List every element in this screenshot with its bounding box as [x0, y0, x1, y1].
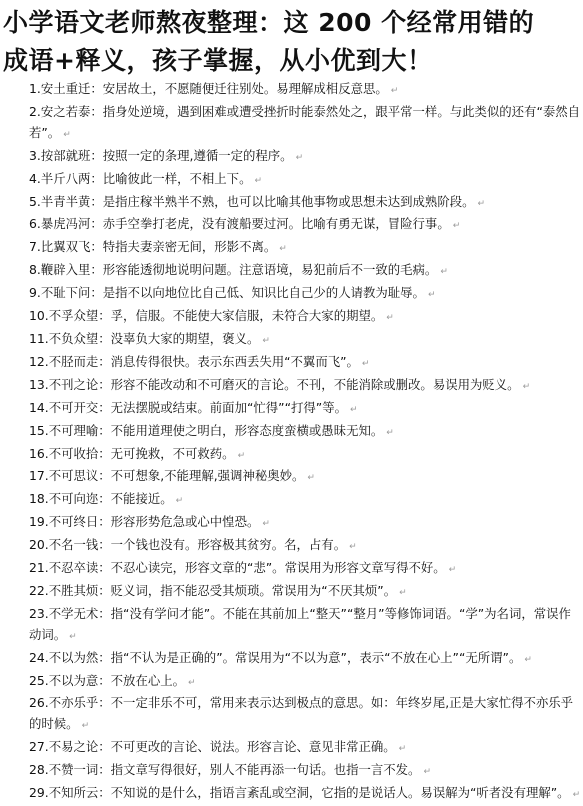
return-mark-icon: ↵	[399, 587, 407, 598]
idiom-text: 24.不以为然：指“不认为是正确的”。常误用为“不以为意”，表示“不放在心上”“无所谓”。	[29, 649, 522, 665]
return-mark-icon: ↵	[390, 86, 399, 96]
idiom-entry	[29, 489, 581, 512]
return-mark-icon: ↵	[398, 744, 407, 755]
idiom-text: 27.不易之论：不可更改的言论、说法。形容言论、意见非常正确。	[29, 739, 396, 755]
return-mark-icon: ↵	[63, 129, 71, 140]
return-mark-icon: ↵	[349, 542, 357, 553]
return-mark-icon: ↵	[524, 654, 532, 665]
return-mark-icon: ↵	[386, 427, 394, 438]
return-mark-icon: ↵	[69, 631, 77, 642]
idiom-entry	[29, 192, 581, 215]
return-mark-icon: ↵	[307, 473, 315, 484]
idiom-entry	[29, 237, 581, 260]
return-mark-icon: ↵	[386, 313, 394, 324]
return-mark-icon: ↵	[81, 721, 90, 732]
idiom-entry	[29, 581, 581, 604]
idiom-entry	[29, 558, 581, 581]
return-mark-icon: ↵	[427, 290, 436, 301]
idiom-entry	[29, 375, 581, 398]
idiom-entry	[29, 444, 581, 467]
idiom-text: 21.不忍卒读：不忍心读完，形容文章的“悲”。常误用为形容文章写得不好。	[29, 560, 446, 576]
idiom-entry	[29, 306, 581, 329]
idiom-entry	[29, 535, 581, 558]
return-mark-icon: ↵	[237, 450, 246, 461]
idiom-entry	[29, 102, 581, 146]
return-mark-icon: ↵	[295, 152, 304, 163]
return-mark-icon: ↵	[440, 267, 448, 278]
idiom-text: 2.安之若泰：指身处逆境，遇到困难或遭受挫折时能泰然处之，跟平常一样。与此类似的还有“泰然自若”。	[29, 103, 581, 140]
idiom-text: 29.不知所云：不知说的是什么，指语言紊乱或空洞，它指的是说话人。易误解为“听者没有理解”。	[29, 785, 570, 801]
idiom-text: 13.不刊之论：形容不能改动和不可磨灭的言论。不刊，不能消除或删改。易误用为贬义。	[29, 376, 520, 392]
idiom-entry	[29, 329, 581, 352]
idiom-text: 6.暴虎冯河：赤手空拳打老虎，没有渡船要过河。比喻有勇无谋，冒险行事。	[29, 216, 450, 232]
idiom-entry	[29, 737, 581, 760]
idiom-list	[29, 79, 581, 806]
idiom-entry	[29, 512, 581, 535]
idiom-text: 14.不可开交：无法摆脱或结束。前面加“忙得”“打得”等。	[29, 399, 347, 415]
idiom-text: 28.不赞一词：指文章写得很好，别人不能再添一句话。也指一言不发。	[29, 762, 421, 778]
title-line-1: 小学语文老师熬夜整理：这 200 个经常用错的	[3, 8, 535, 37]
return-mark-icon: ↵	[448, 565, 457, 576]
return-mark-icon: ↵	[361, 358, 370, 369]
idiom-entry	[29, 671, 581, 694]
return-mark-icon: ↵	[279, 244, 287, 255]
page-title	[3, 4, 581, 80]
return-mark-icon: ↵	[477, 198, 486, 209]
idiom-entry	[29, 79, 581, 102]
idiom-text: 16.不可收拾：无可挽救，不可救药。	[29, 445, 235, 461]
return-mark-icon: ↵	[262, 519, 270, 530]
idiom-text: 8.鞭辟入里：形容能透彻地说明问题。注意语境，易犯前后不一致的毛病。	[29, 262, 438, 278]
idiom-text: 18.不可向迩：不能接近。	[29, 491, 173, 507]
title-line-2: 成语+释义，孩子掌握，从小优到大！	[3, 46, 433, 75]
return-mark-icon: ↵	[572, 790, 581, 801]
idiom-text: 26.不亦乐乎：不一定非乐不可，常用来表示达到极点的意思。如：年终岁尾,正是大家忙得不亦乐乎的时候。	[29, 695, 574, 732]
return-mark-icon: ↵	[423, 767, 431, 778]
idiom-text: 23.不学无术：指“没有学问才能”。不能在其前加上“整天”“整月”等修饰词语。“学”为名词，常误作动词。	[29, 605, 571, 642]
idiom-entry	[29, 760, 581, 783]
return-mark-icon: ↵	[349, 404, 358, 415]
idiom-entry	[29, 398, 581, 421]
idiom-entry	[29, 421, 581, 444]
idiom-entry	[29, 693, 581, 737]
idiom-text: 5.半青半黄：是指庄稼半熟半不熟，也可以比喻其他事物或思想未达到成熟阶段。	[29, 193, 475, 209]
return-mark-icon: ↵	[175, 496, 184, 507]
idiom-entry	[29, 169, 581, 192]
idiom-text: 19.不可终日：形容形势危急或心中惶恐。	[29, 514, 260, 530]
idiom-text: 3.按部就班：按照一定的条理,遵循一定的程序。	[29, 147, 293, 163]
return-mark-icon: ↵	[262, 335, 270, 346]
return-mark-icon: ↵	[188, 677, 196, 688]
idiom-text: 4.半斤八两：比喻彼此一样，不相上下。	[29, 170, 252, 186]
idiom-entry	[29, 260, 581, 283]
idiom-text: 22.不胜其烦：贬义词，指不能忍受其烦琐。常误用为“不厌其烦”。	[29, 582, 397, 598]
return-mark-icon: ↵	[522, 381, 531, 392]
idiom-text: 17.不可思议：不可想象,不能理解,强调神秘奥妙。	[29, 468, 305, 484]
idiom-text: 15.不可理喻：不能用道理使之明白，形容态度蛮横或愚昧无知。	[29, 422, 384, 438]
return-mark-icon: ↵	[452, 221, 461, 232]
idiom-entry	[29, 214, 581, 237]
return-mark-icon: ↵	[254, 175, 263, 186]
idiom-text: 1.安土重迁：安居故土，不愿随便迁往别处。易理解成相反意思。	[29, 81, 388, 96]
idiom-entry	[29, 604, 581, 648]
idiom-entry	[29, 352, 581, 375]
idiom-entry	[29, 783, 581, 806]
idiom-entry	[29, 648, 581, 671]
idiom-text: 11.不负众望：没辜负大家的期望，褒义。	[29, 330, 260, 346]
idiom-text: 20.不名一钱：一个钱也没有。形容极其贫穷。名，占有。	[29, 537, 347, 553]
idiom-text: 7.比翼双飞：特指夫妻亲密无间，形影不离。	[29, 239, 277, 255]
idiom-entry	[29, 146, 581, 169]
idiom-text: 10.不孚众望：孚，信服。不能使大家信服，未符合大家的期望。	[29, 308, 384, 324]
idiom-entry	[29, 466, 581, 489]
idiom-entry	[29, 283, 581, 306]
idiom-text: 12.不胫而走：消息传得很快。表示东西丢失用“不翼而飞”。	[29, 353, 359, 369]
idiom-text: 25.不以为意：不放在心上。	[29, 672, 186, 688]
idiom-text: 9.不耻下问：是指不以向地位比自己低、知识比自己少的人请教为耻辱。	[29, 285, 425, 301]
